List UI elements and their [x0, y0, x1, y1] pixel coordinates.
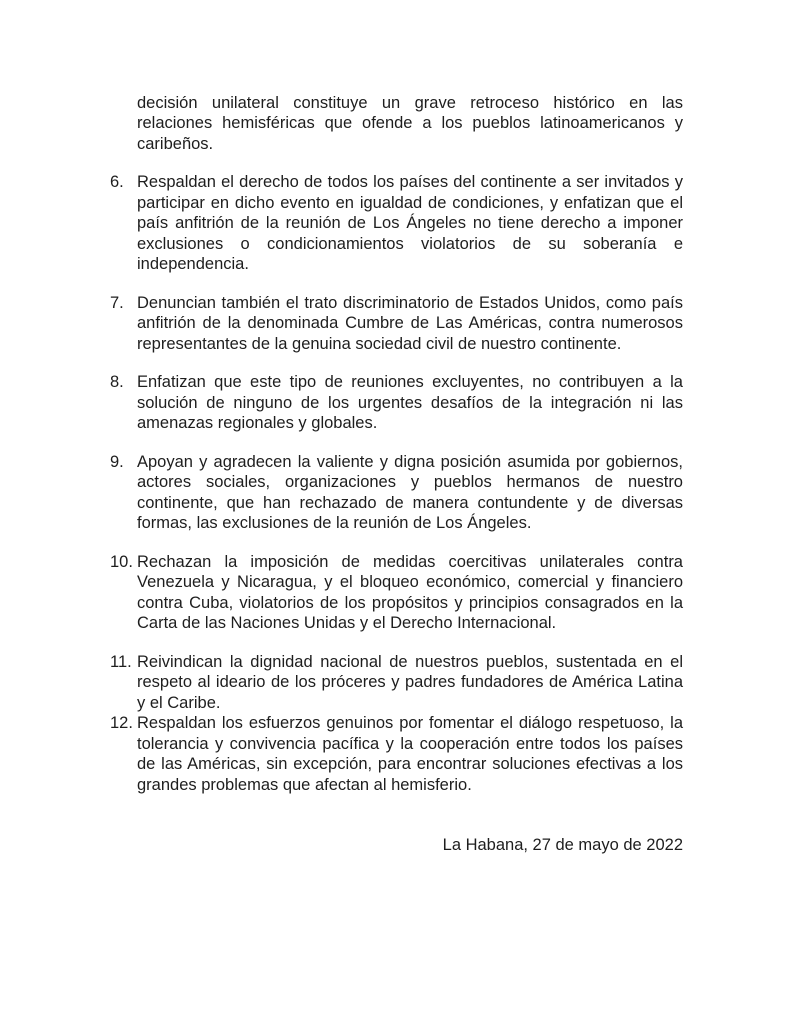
list-item-number: 8.	[110, 373, 124, 391]
list-item-text: Reivindican la dignidad nacional de nuestros pueblos, sustentada en el respeto al ideario de los próceres y padres fundadores de América Latina y el Caribe.	[137, 652, 683, 712]
list-item-7	[110, 293, 683, 355]
list-item-text: Denuncian también el trato discriminatorio de Estados Unidos, como país anfitrión de la denominada Cumbre de Las Américas, contra numerosos representantes de la genuina sociedad civil de nuestro continente.	[137, 293, 683, 353]
list-item-11	[110, 652, 683, 714]
list-item-text: Rechazan la imposición de medidas coercitivas unilaterales contra Venezuela y Nicaragua, y el bloqueo económico, comercial y financiero contra Cuba, violatorios de los propósitos y principios consagrados en la Carta de las Naciones Unidas y el Derecho Internacional.	[137, 552, 683, 632]
list-item-number: 7.	[110, 293, 124, 312]
list-item-text: Respaldan los esfuerzos genuinos por fomentar el diálogo respetuoso, la tolerancia y convivencia pacífica y la cooperación entre todos los países de las Américas, sin excepción, para encontrar soluciones efectivas a los grandes problemas que afectan al hemisferio.	[137, 714, 683, 794]
list-item-6	[110, 172, 683, 275]
list-item-10	[110, 552, 683, 634]
list-item-text: Respaldan el derecho de todos los países del continente a ser invitados y participar en dicho evento en igualdad de condiciones, y enfatizan que el país anfitrión de la reunión de Los Ángeles no tiene derecho a imponer exclusiones o condicionamientos violatorios de su soberanía e independencia.	[137, 173, 683, 273]
list-item-number: 11.	[110, 652, 132, 671]
list-item-number: 9.	[110, 452, 124, 471]
list-item-number: 6.	[110, 173, 124, 191]
intro-continuation-paragraph: decisión unilateral constituye un grave retroceso histórico en las relaciones hemisféricas que ofende a los pueblos latinoamericanos y caribeños.	[137, 93, 683, 153]
list-item-8	[110, 372, 683, 434]
list-item-number: 10.	[110, 552, 133, 571]
list-item-number: 12.	[110, 714, 133, 732]
list-item-12	[110, 713, 683, 795]
list-item-text: Apoyan y agradecen la valiente y digna posición asumida por gobiernos, actores sociales, organizaciones y pueblos hermanos de nuestro continente, que han rechazado de manera contundente y de diversas formas, las exclusiones de la reunión de Los Ángeles.	[137, 452, 683, 532]
list-item-9	[110, 452, 683, 534]
dateline: La Habana, 27 de mayo de 2022	[442, 836, 683, 854]
list-item-text: Enfatizan que este tipo de reuniones excluyentes, no contribuyen a la solución de ninguno de los urgentes desafíos de la integración ni las amenazas regionales y globales.	[137, 373, 683, 432]
